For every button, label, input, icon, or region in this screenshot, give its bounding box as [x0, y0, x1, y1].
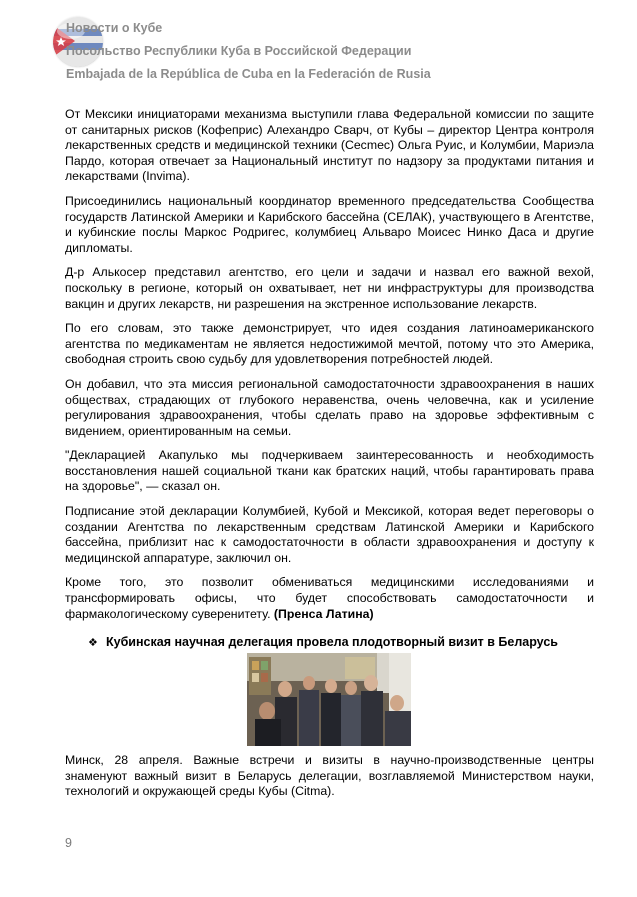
- paragraph: От Мексики инициаторами механизма выступили глава Федеральной комиссии по защите от санитарных рисков (Кофеприс) Алехандро Сварч, от Кубы – директор Центра контроля лекарственных средств и медицинской техники (Cecmec) Ольга Руис, и Колумбии, Мариэла Пардо, которая отвечает за Национальный институт по надзору за продуктами питания и лекарствами (Invima).: [65, 107, 594, 184]
- delegation-photo: [247, 653, 411, 746]
- section-heading: [88, 635, 608, 649]
- page-number: 9: [65, 836, 72, 850]
- paragraph-text: Кроме того, это позволит обмениваться медицинскими исследованиями и трансформировать офисы, что будет способствовать самодостаточности и фармакологическому суверенитету.: [65, 575, 594, 621]
- paragraph: Д-р Алькосер представил агентство, его цели и задачи и назвал его важной вехой, поскольку в регионе, который он охватывает, нет ни инфраструктуры для производства вакцин и других лекарств, ни разрешения на экстренное использование лекарств.: [65, 265, 594, 311]
- page-header: [66, 17, 586, 86]
- header-embassy-ru: Посольство Республики Куба в Российской Федерации: [66, 44, 412, 58]
- paragraph: Подписание этой декларации Колумбией, Кубой и Мексикой, которая ведет переговоры о создании Агентства по лекарственным средствам Латинской Америки и Карибского бассейна, приблизит нас к самодостаточности в области здравоохранения и доступу к медицинской аппаратуре, заключил он.: [65, 504, 594, 565]
- header-embassy-es: Embajada de la República de Cuba en la Federación de Rusia: [66, 67, 431, 81]
- section-heading-text: Кубинская научная делегация провела плодотворный визит в Беларусь: [106, 635, 558, 649]
- paragraph-last: [65, 575, 594, 622]
- article-body: [65, 107, 594, 631]
- paragraph: По его словам, это также демонстрирует, что идея создания латиноамериканского агентства по медикаментам не является недостижимой мечтой, потому что это Америка, свободная строить свою судьбу для удовлетворения потребностей людей.: [65, 321, 594, 367]
- paragraph: Он добавил, что эта миссия региональной самодостаточности здравоохранения в наших обществах, страдающих от глубокого неравенства, очень человечна, как и усиление регулирования здравоохранения, чтобы сделать право на здоровье эффективным с видением, ориентированным на семьи.: [65, 376, 594, 438]
- header-title: Новости о Кубе: [66, 21, 163, 35]
- bullet-diamond-icon: ❖: [88, 637, 98, 649]
- paragraph: Присоединились национальный координатор временного председательства Сообщества государств Латинской Америки и Карибского бассейна (СЕЛАК), участвующего в Агентстве, и кубинские послы Маркос Родригес, колумбиец Альваро Моисес Нинко Даса и другие дипломаты.: [65, 193, 594, 255]
- article2-paragraph: Минск, 28 апреля. Важные встречи и визиты в научно-производственные центры знаменуют важный визит в Беларусь делегации, возглавляемой Министерством науки, технологий и окружающей среды Кубы (Citma).: [65, 753, 594, 799]
- source-credit: (Пренса Латина): [273, 606, 374, 621]
- paragraph: "Декларацией Акапулько мы подчеркиваем заинтересованность и необходимость восстановления нашей социальной ткани как братских наций, чтобы гарантировать права на здоровье", — сказал он.: [65, 448, 594, 494]
